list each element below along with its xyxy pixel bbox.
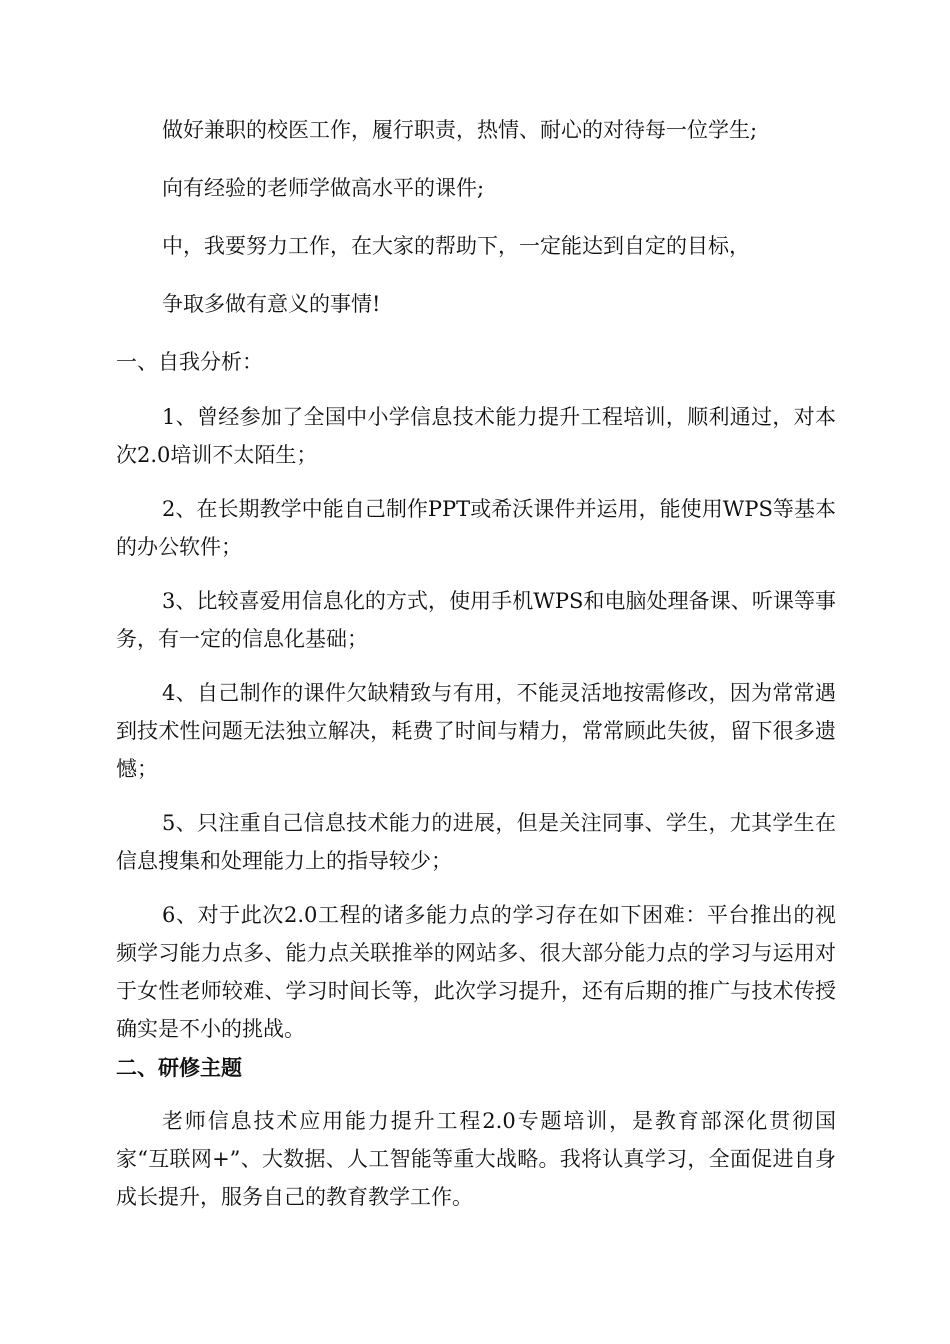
section1-heading: 一、自我分析： — [116, 350, 263, 374]
analysis-item: 2、在长期教学中能自己制作PPT或希沃课件并运用，能使用WPS等基本的办公软件； — [116, 497, 836, 559]
intro-line: 争取多做有意义的事情! — [162, 292, 381, 316]
analysis-item: 5、只注重自己信息技术能力的进展，但是关注同事、学生，尤其学生在信息搜集和处理能力上的指导较少； — [116, 811, 836, 873]
analysis-item: 4、自己制作的课件欠缺精致与有用，不能灵活地按需修改，因为常常遇到技术性问题无法独立解决，耗费了时间与精力，常常顾此失彼，留下很多遗憾； — [116, 681, 836, 781]
analysis-item: 6、对于此次2.0工程的诸多能力点的学习存在如下困难：平台推出的视频学习能力点多、能力点关联推举的网站多、很大部分能力点的学习与运用对于女性老师较难、学习时间长等，此次学习提升，还有后期的推广与技术传授确实是不小的挑战。 — [116, 903, 836, 1041]
analysis-item: 1、曾经参加了全国中小学信息技术能力提升工程培训，顺利通过，对本次2.0培训不太陌生； — [116, 405, 836, 467]
intro-line: 做好兼职的校医工作，履行职责，热情、耐心的对待每一位学生; — [162, 118, 758, 142]
analysis-item: 3、比较喜爱用信息化的方式，使用手机WPS和电脑处理备课、听课等事务，有一定的信息化基础； — [116, 589, 836, 651]
document-body — [116, 108, 836, 1216]
intro-line: 向有经验的老师学做高水平的课件; — [162, 176, 485, 200]
section2-body: 老师信息技术应用能力提升工程2.0专题培训，是教育部深化贯彻国家“互联网+”、大数据、人工智能等重大战略。我将认真学习，全面促进自身成长提升，服务自己的教育教学工作。 — [116, 1109, 836, 1209]
intro-line: 中，我要努力工作，在大家的帮助下，一定能达到自定的目标， — [162, 234, 750, 258]
section2-heading: 二、研修主题 — [116, 1056, 242, 1080]
